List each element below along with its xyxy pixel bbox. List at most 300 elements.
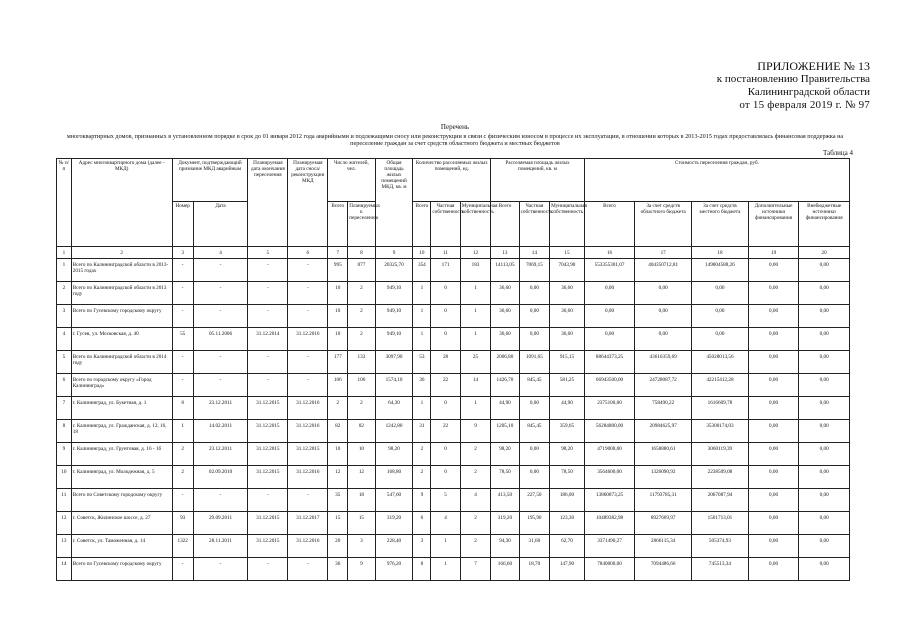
table-cell: - [288,351,328,374]
table-cell: 14 [57,558,72,581]
table-cell: 147,90 [550,558,585,581]
table-cell: 0,00 [748,259,798,282]
table-cell: 1 [413,282,431,305]
table-cell: 11793785,31 [635,489,692,512]
table-cell: 14113,05 [491,259,519,282]
table-cell: 319,20 [375,512,413,535]
table-row [57,305,850,328]
table-cell: - [172,558,193,581]
table-cell: 0,00 [799,282,850,305]
table-row [57,374,850,397]
table-cell: 0,00 [584,305,634,328]
table-cell: 7069,15 [519,259,549,282]
column-number-row [57,247,850,259]
header-residents: Число жителей, чел. [328,159,375,202]
table-cell: 2 [460,466,490,489]
table-cell: 354 [413,259,431,282]
table-cell: 31.12.2016 [288,328,328,351]
table-cell: 94,30 [491,535,519,558]
header-cost: Стоимость переселения граждан, руб. [584,159,849,202]
table-cell: 413,50 [491,489,519,512]
table-cell: 0,00 [519,328,549,351]
table-cell: 133 [348,351,375,374]
table-cell: - [288,489,328,512]
column-number-cell: 1 [57,247,72,259]
appendix-line-2: Калининградской области [747,86,870,98]
table-cell: 22 [431,374,460,397]
table-cell: 2 [348,328,375,351]
header-area-municipal: Муниципальная собственность [550,202,585,247]
header-premises-private: Частная собственность [431,202,460,247]
table-cell: 13860873,25 [584,489,634,512]
table-cell: 2 [460,443,490,466]
table-cell: 10 [328,282,348,305]
table-row [57,535,850,558]
table-cell: - [248,558,288,581]
document-description: многоквартирных домов, признанных в установленном порядке в срок до 01 января 2012 года аварийными и подлежащими сносу или реконструкции в связи с физическим износом в процессе их эксплуатации, в отношении которых в 2013-2015 годах предоставлялась финансовая поддержка на переселение граждан за счет средств областного бюджета и местных бюджетов [66,132,844,148]
table-cell: - [193,259,248,282]
address-cell: г. Калининград, ул. Гражданская, д. 12, 16, 18 [71,420,172,443]
table-cell: 05.11.2006 [193,328,248,351]
header-premises-municipal: Муниципальная собственность [460,202,490,247]
header-cost-additional: Дополнительные источники финансирования [748,202,798,247]
table-cell: 745513,34 [692,558,749,581]
table-cell: 106 [348,374,375,397]
table-cell: 2 [413,443,431,466]
column-number-cell: 20 [799,247,850,259]
column-number-cell: 5 [248,247,288,259]
header-area-total: Всего [491,202,519,247]
document-heading [60,124,850,148]
column-number-cell: 17 [635,247,692,259]
table-cell: 2 [172,443,193,466]
header-demolition-date: Планируемая дата сноса/реконструкции МКД [288,159,328,247]
table-cell: 359,65 [550,420,585,443]
table-cell: 1616609,78 [692,397,749,420]
table-cell: 0,00 [799,305,850,328]
header-cost-total: Всего [584,202,634,247]
table-cell: 31.12.2014 [248,328,288,351]
table-cell: 877 [348,259,375,282]
table-cell: 10 [328,305,348,328]
table-cell: 9 [413,489,431,512]
table-cell: 0,00 [584,328,634,351]
table-cell: 8 [172,397,193,420]
table-cell: 0,00 [799,535,850,558]
table-cell: 0,00 [799,420,850,443]
column-number-cell: 14 [519,247,549,259]
table-cell: 0,00 [799,558,850,581]
table-cell: 53 [413,351,431,374]
table-cell: 11 [57,489,72,512]
table-cell: - [248,282,288,305]
header-total-area: Общая площадь жилых помещений МКД, кв. м [375,159,413,247]
table-cell: 195,90 [519,512,549,535]
table-cell: 8927669,97 [635,512,692,535]
table-cell: 31.12.2015 [248,466,288,489]
table-cell: 1426,70 [491,374,519,397]
column-number-cell: 8 [348,247,375,259]
table-cell: 7094486,66 [635,558,692,581]
table-cell: 31.12.2017 [288,512,328,535]
header-cost-regional: За счет средств областного бюджета [635,202,692,247]
table-cell: - [288,374,328,397]
table-cell: 78,50 [491,466,519,489]
table-cell: 0,00 [748,558,798,581]
table-cell: 2238509,08 [692,466,749,489]
table-row [57,259,850,282]
table-cell: 98,20 [491,443,519,466]
table-cell: 36,60 [550,282,585,305]
header-area-private: Частная собственность [519,202,549,247]
table-row [57,443,850,466]
address-cell: г. Калининград, ул. Молодежная, д. 5 [71,466,172,489]
table-cell: 1 [413,305,431,328]
table-cell: 177 [328,351,348,374]
table-cell: 44,90 [550,397,585,420]
table-cell: - [193,351,248,374]
table-row [57,351,850,374]
table-cell: 36,60 [491,305,519,328]
table-cell: 228,40 [375,535,413,558]
table-cell: 1 [460,397,490,420]
table-cell: - [172,351,193,374]
table-cell: 845,45 [519,420,549,443]
table-cell: 1091,65 [519,351,549,374]
table-cell: 2 [348,397,375,420]
table-cell: 12 [348,466,375,489]
table-cell: 2 [348,305,375,328]
table-cell: 4 [57,328,72,351]
table-cell: 0,00 [748,489,798,512]
table-cell: 10489382,98 [584,512,634,535]
table-cell: 6 [413,512,431,535]
table-cell: 0,00 [799,443,850,466]
table-cell: 2 [172,466,193,489]
table-cell: 2375100,00 [584,397,634,420]
table-cell: - [248,374,288,397]
table-cell: 2 [328,397,348,420]
table-cell: 149004588,26 [692,259,749,282]
header-residents-planned: Планируемых к переселению [348,202,375,247]
table-cell: 505374,93 [692,535,749,558]
table-cell: 0,00 [519,305,549,328]
table-cell: 88644373,25 [584,351,634,374]
table-cell: 186,00 [550,489,585,512]
table-cell: 23.12.2011 [193,443,248,466]
header-resettled-area: Расселяемая площадь жилых помещений, кв. м [491,159,585,202]
table-cell: 2 [348,282,375,305]
table-cell: 36 [413,374,431,397]
table-cell: 2 [460,535,490,558]
table-cell: 14 [460,374,490,397]
table-cell: - [288,259,328,282]
table-cell: 0,00 [748,535,798,558]
table-cell: 404350712,81 [635,259,692,282]
table-cell: 0,00 [748,282,798,305]
table-cell: 43616359,69 [635,351,692,374]
table-cell: 5 [57,351,72,374]
table-cell: - [193,282,248,305]
table-cell: 15 [348,512,375,535]
table-cell: 0,00 [799,351,850,374]
table-cell: 45028013,56 [692,351,749,374]
table-cell: 1 [57,259,72,282]
column-number-cell: 9 [375,247,413,259]
appendix-block [630,60,870,112]
table-cell: 949,10 [375,328,413,351]
table-cell: 0,00 [799,397,850,420]
table-cell: - [248,351,288,374]
address-cell: Всего по городскому округу «Город Калининград» [71,374,172,397]
address-cell: Всего по Гусевскому городскому округу [71,558,172,581]
table-cell: 44,90 [491,397,519,420]
header-residents-total: Всего [328,202,348,247]
table-cell: 42215412,28 [692,374,749,397]
table-cell: - [288,558,328,581]
column-number-cell: 13 [491,247,519,259]
table-cell: 93 [172,512,193,535]
table-cell: 7 [460,558,490,581]
column-number-cell: 15 [550,247,585,259]
table-cell: 1 [460,328,490,351]
table-cell: 31.12.2015 [248,397,288,420]
resettlement-table [56,158,850,581]
header-premises-count: Количество расселяемых жилых помещений, ед. [413,159,491,202]
header-premises-total: Всего [413,202,431,247]
column-number-cell: 18 [692,247,749,259]
header-number: № п/п [57,159,72,247]
table-cell: 55 [172,328,193,351]
table-cell: 949,10 [375,305,413,328]
table-cell: 62,70 [550,535,585,558]
table-cell: 0,00 [635,305,692,328]
table-cell: 22 [431,420,460,443]
column-number-cell: 3 [172,247,193,259]
table-cell: 10 [328,328,348,351]
table-cell: 36,60 [491,282,519,305]
table-cell: 36,60 [491,328,519,351]
column-number-cell: 11 [431,247,460,259]
table-row [57,466,850,489]
table-cell: 31 [413,420,431,443]
table-cell: 4719000,00 [584,443,634,466]
table-cell: - [193,489,248,512]
table-cell: 0,00 [584,282,634,305]
header-doc-number: Номер [172,202,193,247]
table-cell: 82 [328,420,348,443]
table-cell: 7 [57,397,72,420]
table-cell: - [193,558,248,581]
table-cell: 9 [460,420,490,443]
table-cell: 98,20 [550,443,585,466]
table-cell: 1 [172,420,193,443]
table-cell: - [193,374,248,397]
table-cell: 31.12.2015 [248,535,288,558]
table-cell: 4 [431,512,460,535]
table-cell: 31.12.2015 [248,420,288,443]
table-cell: 7840000,00 [584,558,634,581]
column-number-cell: 7 [328,247,348,259]
table-cell: - [288,282,328,305]
table-cell: 2 [413,466,431,489]
address-cell: г. Советск, Жилинское шоссе, д. 27 [71,512,172,535]
address-cell: Всего по Калининградской области в 2014 году [71,351,172,374]
table-cell: 171 [431,259,460,282]
table-cell: 8 [57,420,72,443]
table-cell: 7043,90 [550,259,585,282]
column-number-cell: 2 [71,247,172,259]
table-cell: 2006,80 [491,351,519,374]
table-cell: 2 [460,512,490,535]
table-cell: 0,00 [799,489,850,512]
table-cell: 1205,10 [491,420,519,443]
table-cell: 31.12.2016 [288,420,328,443]
table-cell: 3 [413,535,431,558]
address-cell: г. Гусев, ул. Московская, д. 40 [71,328,172,351]
table-row [57,512,850,535]
table-row [57,420,850,443]
table-cell: 20 [328,535,348,558]
table-cell: 0,00 [799,512,850,535]
table-cell: - [248,305,288,328]
table-cell: 3 [348,535,375,558]
table-row [57,397,850,420]
address-cell: Всего по Калининградской области в 2013 году [71,282,172,305]
table-cell: 227,50 [519,489,549,512]
column-number-cell: 19 [748,247,798,259]
table-cell: 845,45 [519,374,549,397]
table-cell: 0,00 [692,282,749,305]
table-cell: 758490,22 [635,397,692,420]
table-cell: 168,80 [375,466,413,489]
table-cell: 553355301,07 [584,259,634,282]
table-cell: - [248,489,288,512]
table-cell: 3060119,39 [692,443,749,466]
table-cell: - [172,489,193,512]
table-cell: 12 [328,466,348,489]
table-cell: 0,00 [799,466,850,489]
table-cell: 0,00 [748,351,798,374]
table-cell: 0 [431,328,460,351]
table-cell: 0,00 [635,328,692,351]
table-cell: 3097,90 [375,351,413,374]
table-row [57,282,850,305]
table-cell: 1 [460,282,490,305]
table-cell: 25 [460,351,490,374]
table-cell: 1658880,61 [635,443,692,466]
appendix-title: ПРИЛОЖЕНИЕ № 13 [757,59,870,73]
table-cell: 1 [431,535,460,558]
table-cell: 0,00 [748,397,798,420]
table-cell: 581,25 [550,374,585,397]
table-cell: 31.12.2015 [248,512,288,535]
table-cell: 98,20 [375,443,413,466]
table-cell: 1 [431,558,460,581]
table-cell: 0,00 [748,466,798,489]
table-cell: 24728087,72 [635,374,692,397]
header-cost-local: За счет средств местного бюджета [692,202,749,247]
appendix-line-3: от 15 февраля 2019 г. № 97 [739,99,870,111]
table-cell: 23.12.2011 [193,397,248,420]
table-cell: 36,60 [550,305,585,328]
table-cell: 1 [413,397,431,420]
table-cell: 31,60 [519,535,549,558]
column-number-cell: 16 [584,247,634,259]
table-cell: 3371490,27 [584,535,634,558]
table-cell: 0 [431,397,460,420]
address-cell: г. Калининград, ул. Букетная, д. 1 [71,397,172,420]
table-number: Таблица 4 [823,149,853,157]
table-cell: - [193,305,248,328]
table-cell: 29.09.2011 [193,512,248,535]
table-cell: 12 [57,512,72,535]
table-cell: 82 [348,420,375,443]
table-cell: 2067087,94 [692,489,749,512]
table-cell: - [172,305,193,328]
table-cell: 4 [460,489,490,512]
table-cell: 3564600,00 [584,466,634,489]
table-cell: 976,20 [375,558,413,581]
address-cell: Всего по Советскому городскому округу [71,489,172,512]
column-number-cell: 4 [193,247,248,259]
table-cell: 2 [57,282,72,305]
table-cell: 10 [57,466,72,489]
document-title: Перечень [440,123,470,131]
table-cell: 31.12.2015 [288,443,328,466]
column-number-cell: 12 [460,247,490,259]
table-cell: 1 [460,305,490,328]
table-cell: 18 [348,489,375,512]
address-cell: Всего по Гусевскому городскому округу [71,305,172,328]
table-cell: 547,60 [375,489,413,512]
table-cell: 0,00 [692,328,749,351]
table-cell: 1326090,92 [635,466,692,489]
table-cell: 0 [431,443,460,466]
table-cell: 1561713,01 [692,512,749,535]
header-doc-date: Дата [193,202,248,247]
table-cell: 915,15 [550,351,585,374]
table-cell: 123,30 [550,512,585,535]
table-cell: 02.09.2010 [193,466,248,489]
table-cell: 106 [328,374,348,397]
table-cell: - [172,259,193,282]
table-cell: 18,70 [519,558,549,581]
table-cell: 0,00 [748,420,798,443]
table-cell: 31.12.2016 [288,466,328,489]
table-cell: 995 [328,259,348,282]
address-cell: Всего по Калининградской области в 2013-2015 годах [71,259,172,282]
table-cell: 15 [328,512,348,535]
table-cell: 31.12.2016 [288,535,328,558]
table-cell: 6 [57,374,72,397]
table-cell: 28 [431,351,460,374]
header-address: Адрес многоквартирного дома (далее - МКД) [71,159,172,247]
table-cell: 35 [328,489,348,512]
appendix-line-1: к постановлению Правительства [716,73,870,85]
table-cell: - [172,282,193,305]
table-cell: 78,50 [550,466,585,489]
table-cell: 8 [413,558,431,581]
table-cell: - [248,259,288,282]
table-cell: 0,00 [748,374,798,397]
table-cell: 319,20 [491,512,519,535]
table-cell: 36,60 [550,328,585,351]
table-body [57,247,850,581]
table-cell: 10 [348,443,375,466]
header-document: Документ, подтверждающий признание МКД аварийным [172,159,248,202]
table-cell: 31.12.2015 [248,443,288,466]
